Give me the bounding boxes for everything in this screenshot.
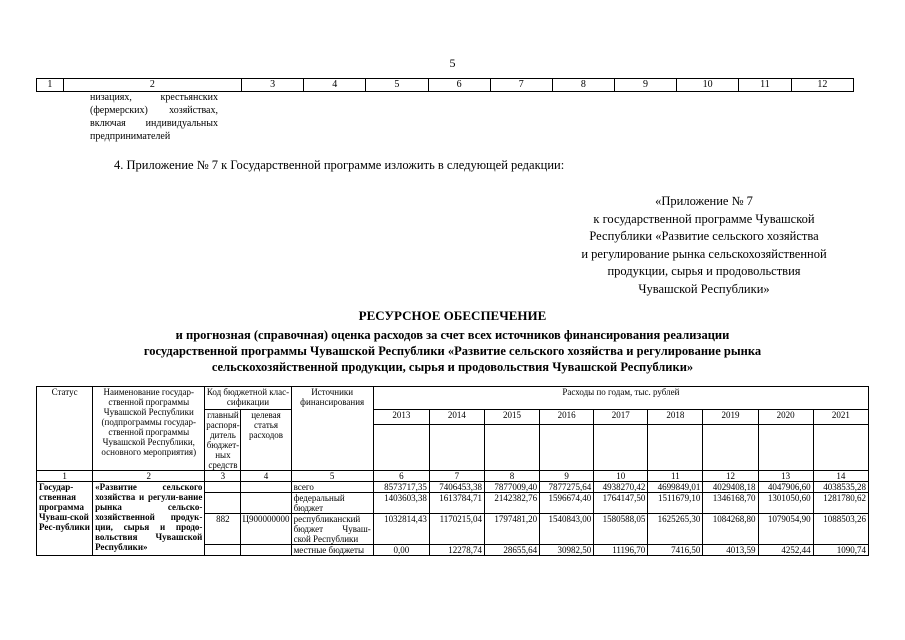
value-cell: 11196,70 <box>594 545 648 556</box>
document-title: РЕСУРСНОЕ ОБЕСПЕЧЕНИЕ <box>358 308 547 323</box>
column-number: 4 <box>304 79 366 92</box>
value-cell: 1088503,26 <box>813 514 868 545</box>
col-number: 13 <box>758 471 813 482</box>
source-cell: федеральный бюджет <box>291 493 373 514</box>
appendix-line: к государственной программе Чувашской <box>593 211 815 226</box>
value-cell: 7877275,64 <box>540 482 594 493</box>
value-cell: 1079054,90 <box>758 514 813 545</box>
value-cell: 4029408,18 <box>703 482 758 493</box>
year-header: 2014 <box>429 410 484 425</box>
status-cell: Государ-ственная программа Чуваш-ской Рес-публики <box>37 482 93 556</box>
column-number: 12 <box>791 79 853 92</box>
year-header: 2019 <box>703 410 758 425</box>
year-header: 2018 <box>648 410 703 425</box>
col-number: 8 <box>484 471 539 482</box>
value-cell: 1580588,05 <box>594 514 648 545</box>
value-cell: 4047906,60 <box>758 482 813 493</box>
value-cell: 1797481,20 <box>484 514 539 545</box>
col-number: 12 <box>703 471 758 482</box>
text-line: (фермерских) хозяйствах, <box>90 105 218 116</box>
year-header: 2017 <box>594 410 648 425</box>
year-header: 2013 <box>373 410 429 425</box>
value-cell: 7877009,40 <box>484 482 539 493</box>
continued-table-header <box>36 78 854 92</box>
table-row <box>37 482 869 493</box>
column-number: 3 <box>242 79 304 92</box>
value-cell: 0,00 <box>373 545 429 556</box>
source-cell: республиканский бюджет Чуваш-ской Республики <box>291 514 373 545</box>
value-cell: 4938270,42 <box>594 482 648 493</box>
continued-cell-text <box>90 91 218 143</box>
value-cell: 1511679,10 <box>648 493 703 514</box>
header-status: Статус <box>37 387 93 471</box>
column-number: 1 <box>37 79 64 92</box>
col-number: 14 <box>813 471 868 482</box>
header-expenses: Расходы по годам, тыс. рублей <box>373 387 868 410</box>
value-cell: 1403603,38 <box>373 493 429 514</box>
subtitle-line: и прогнозная (справочная) оценка расходов за счет всех источников финансирования реализации <box>175 328 730 342</box>
value-cell: 1613784,71 <box>429 493 484 514</box>
year-header: 2015 <box>484 410 539 425</box>
col-number: 3 <box>205 471 241 482</box>
column-number: 8 <box>552 79 614 92</box>
col-number: 9 <box>540 471 594 482</box>
year-header: 2020 <box>758 410 813 425</box>
header-name: Наименование государ-ственной программы Чувашской Республики (подпрограммы государ-ственной программы Чувашской Республики, основного мероприятия) <box>93 387 205 471</box>
column-number: 5 <box>366 79 428 92</box>
value-cell: 7406453,38 <box>429 482 484 493</box>
appendix-line: продукции, сырья и продовольствия <box>607 264 801 278</box>
col-number: 4 <box>241 471 291 482</box>
column-number: 2 <box>63 79 241 92</box>
col-number: 7 <box>429 471 484 482</box>
column-number: 11 <box>739 79 791 92</box>
value-cell: 1170215,04 <box>429 514 484 545</box>
subtitle-line: государственной программы Чувашской Республики «Развитие сельского хозяйства и регулирование рынка <box>143 344 762 358</box>
value-cell: 7416,50 <box>648 545 703 556</box>
col-number: 11 <box>648 471 703 482</box>
column-number: 7 <box>490 79 552 92</box>
value-cell: 8573717,35 <box>373 482 429 493</box>
header-target-article: целевая статья расходов <box>241 410 291 471</box>
header-budget-code: Код бюджетной клас-сификации <box>205 387 291 410</box>
source-cell: местные бюджеты <box>291 545 373 556</box>
text-line: низациях, крестьянских <box>90 92 218 103</box>
source-cell: всего <box>291 482 373 493</box>
column-number: 9 <box>614 79 676 92</box>
header-main-manager: главный распоря-дитель бюджет-ных средств <box>206 410 240 470</box>
value-cell: 30982,50 <box>540 545 594 556</box>
value-cell: 28655,64 <box>484 545 539 556</box>
value-cell: 1281780,62 <box>813 493 868 514</box>
value-cell: 12278,74 <box>429 545 484 556</box>
program-name-cell: «Развитие сельского хозяйства и регули-вание рынка сельско-хозяйственной продук-ции, сырья и продо-вольствия Чувашской Республики» <box>93 482 205 556</box>
value-cell: 1301050,60 <box>758 493 813 514</box>
value-cell: 1625265,30 <box>648 514 703 545</box>
value-cell: 4038535,28 <box>813 482 868 493</box>
appendix-line: и регулирование рынка сельскохозяйственной <box>581 246 827 261</box>
value-cell: 4013,59 <box>703 545 758 556</box>
col-number: 1 <box>37 471 93 482</box>
target-code-cell: Ц900000000 <box>241 514 291 545</box>
page-number: 5 <box>449 56 456 70</box>
main-code-cell: 882 <box>205 514 241 545</box>
value-cell: 2142382,76 <box>484 493 539 514</box>
value-cell: 1032814,43 <box>373 514 429 545</box>
col-number: 5 <box>291 471 373 482</box>
appendix-line: Республики «Развитие сельского хозяйства <box>589 229 819 243</box>
resource-table <box>36 386 869 556</box>
col-number: 10 <box>594 471 648 482</box>
value-cell: 1764147,50 <box>594 493 648 514</box>
col-number: 6 <box>373 471 429 482</box>
value-cell: 4699849,01 <box>648 482 703 493</box>
amendment-paragraph: 4. Приложение № 7 к Государственной программе изложить в следующей редакции: <box>114 158 565 172</box>
value-cell: 1596674,40 <box>540 493 594 514</box>
header-sources: Источники финансирования <box>291 387 373 471</box>
appendix-header <box>556 193 852 298</box>
text-line: предпринимателей <box>90 131 171 142</box>
value-cell: 1084268,80 <box>703 514 758 545</box>
text-line: включая индивидуальных <box>90 118 218 129</box>
document-subtitle <box>0 327 905 375</box>
value-cell: 4252,44 <box>758 545 813 556</box>
value-cell: 1540843,00 <box>540 514 594 545</box>
value-cell: 1346168,70 <box>703 493 758 514</box>
column-number: 10 <box>677 79 739 92</box>
year-header: 2021 <box>813 410 868 425</box>
appendix-line: «Приложение № 7 <box>655 194 753 208</box>
col-number: 2 <box>93 471 205 482</box>
subtitle-line: сельскохозяйственной продукции, сырья и продовольствия Чувашской Республики» <box>211 360 694 374</box>
appendix-line: Чувашской Республики» <box>638 281 770 296</box>
year-header: 2016 <box>540 410 594 425</box>
column-number: 6 <box>428 79 490 92</box>
value-cell: 1090,74 <box>813 545 868 556</box>
